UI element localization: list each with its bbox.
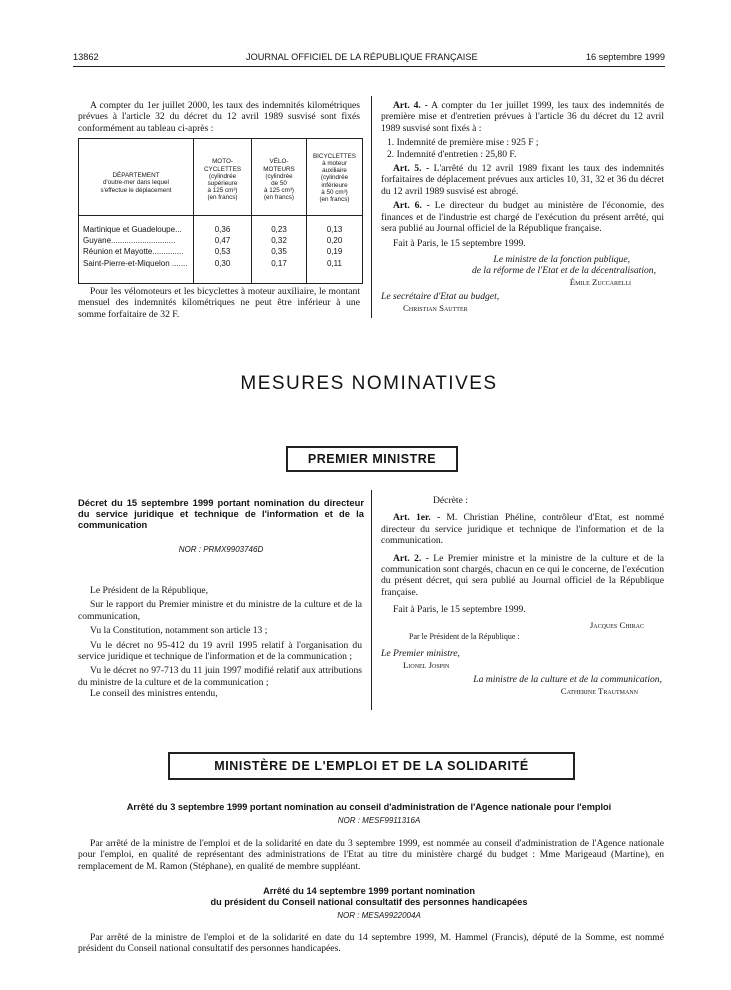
article-2: Art. 2. - Le Premier ministre et la ministre de la culture et de la communication sont chargés, chacun en ce qui le concerne, de l'exécution du présent décret, qui sera publié au Journal officiel de la République française.	[381, 552, 665, 598]
list-item: 1. Indemnité de première mise : 925 F ;	[387, 137, 539, 149]
table-cell: Martinique et Guadeloupe...	[83, 225, 182, 234]
pm-title: Le Premier ministre,	[381, 648, 460, 660]
decree-line: Vu le décret no 97-713 du 11 juin 1997 modifié relatif aux attributions du ministre de la culture et de la communication ;	[78, 665, 362, 688]
article-label: Art. 1er. -	[393, 512, 441, 524]
ministere-emploi-box: MINISTÈRE DE L'EMPLOI ET DE LA SOLIDARITÉ	[168, 752, 575, 780]
article-label: Art. 4. -	[393, 100, 428, 111]
article-5: Art. 5. - L'arrêté du 12 avril 1989 fixant les taux des indemnités forfaitaires de déplacement prévues aux articles 10, 31, 32 et 36 du décret du 12 avril 1989 susvisé est abrogé.	[381, 163, 664, 197]
signature-date: Fait à Paris, le 15 septembre 1999.	[393, 604, 526, 616]
president-name: Jacques Chirac	[589, 619, 644, 630]
decree-nor: NOR : PRMX9903746D	[178, 545, 264, 554]
minister-name: Émile Zuccarelli	[569, 276, 631, 287]
premier-ministre-box: PREMIER MINISTRE	[286, 446, 458, 472]
col-header-mopeds: VÉLO- MOTEURS (cylindrée de 50 à 125 cm³) (en francs)	[263, 158, 295, 202]
article-label: Art. 2. -	[393, 552, 429, 564]
list-item: 2. Indemnité d'entretien : 25,80 F.	[387, 148, 517, 160]
decree-left-column	[78, 585, 362, 700]
table-cell: 0,30	[214, 258, 231, 268]
col-header-motorcycles: MOTO- CYCLETTES (cylindrée supérieure à 125 cm³) (en francs)	[203, 158, 242, 202]
table-cell: 0,11	[327, 258, 342, 268]
table-cell: 0,35	[271, 247, 287, 257]
page-header	[73, 52, 665, 66]
table-cell: 0,53	[214, 247, 231, 257]
arrete-2-title-line2: du président du Conseil national consultatif des personnes handicapées	[210, 897, 528, 907]
journal-title: JOURNAL OFFICIEL DE LA RÉPUBLIQUE FRANÇAISE	[246, 52, 478, 62]
decree-line: Sur le rapport du Premier ministre et du ministre de la culture et de la communication,	[78, 599, 362, 622]
page-number: 13862	[73, 52, 99, 62]
secretary-title: Le secrétaire d'Etat au budget,	[381, 291, 500, 303]
column-divider	[371, 96, 372, 318]
table-cell: 0,36	[214, 225, 231, 234]
article-label: Art. 6. -	[393, 200, 430, 212]
article-4: Art. 4. - A compter du 1er juillet 1999, les taux des indemnités de première mise et d'entretien prévues à l'article 36 du décret du 12 avril 1989 susvisé sont fixés à :	[381, 100, 665, 134]
arrete-2-text: Par arrêté de la ministre de l'emploi et de la solidarité en date du 14 septembre 1999, M. Hammel (Francis), député de la Somme, est nommé président du Conseil national consultatif des personnes handicapées.	[78, 932, 664, 955]
arrete-1-nor: NOR : MESF9911316A	[337, 816, 421, 825]
table-cell: Saint-Pierre-et-Miquelon .......	[83, 258, 188, 268]
decree-title: Décret du 15 septembre 1999 portant nomination du directeur du service juridique et technique de l'information et de la communication	[78, 497, 364, 530]
arrete-1-title: Arrêté du 3 septembre 1999 portant nomination au conseil d'administration de l'Agence nationale pour l'emploi	[126, 802, 612, 812]
indemnity-table	[78, 138, 363, 284]
col-header-bicycles: BICYCLETTES à moteur auxiliaire (cylindrée inférieure à 50 cm³) (en francs)	[312, 152, 357, 203]
article-label: Art. 5. -	[393, 163, 430, 175]
table-cell: 0,47	[214, 236, 231, 246]
culture-minister-name: Catherine Trautmann	[560, 685, 638, 696]
header-rule	[73, 66, 665, 67]
table-cell: Réunion et Mayotte..............	[83, 247, 184, 257]
table-column-bicycles	[307, 224, 362, 269]
table-cell: 0,20	[326, 236, 343, 246]
header-date: 16 septembre 1999	[585, 52, 665, 62]
decree-line: Vu la Constitution, notamment son article 13 ;	[90, 625, 268, 637]
table-column-department	[83, 224, 191, 269]
signature-date: Fait à Paris, le 15 septembre 1999.	[393, 238, 526, 250]
secretary-name: Christian Sautter	[403, 302, 468, 313]
par-le-president: Par le Président de la République :	[409, 632, 520, 642]
table-cell: Guyane.............................	[83, 236, 176, 246]
table-column-motorcycles	[194, 224, 251, 269]
article-1: Art. 1er. - M. Christian Phéline, contrôleur d'Etat, est nommé directeur du service juridique et technique de l'information et de la communication.	[381, 512, 664, 547]
table-cell: 0,17	[271, 258, 287, 268]
pm-name: Lionel Jospin	[403, 659, 450, 670]
arrete-2-nor: NOR : MESA9922004A	[337, 911, 421, 920]
top-right-column	[381, 100, 664, 314]
decrete: Décrète :	[433, 495, 468, 506]
minister-title: Le ministre de la fonction publique,	[493, 253, 630, 265]
minister-title: de la réforme de l'Etat et de la décentralisation,	[471, 265, 656, 277]
table-cell: 0,19	[326, 247, 343, 257]
table-column-mopeds	[252, 224, 306, 269]
decree-line: Le conseil des ministres entendu,	[90, 688, 218, 700]
intro-paragraph: A compter du 1er juillet 2000, les taux des indemnités kilométriques prévues à l'article 32 du décret du 12 avril 1989 susvisé sont fixés conformément au tableau ci-après :	[78, 100, 360, 134]
column-divider	[371, 490, 372, 710]
decree-line: Vu le décret no 95-412 du 19 avril 1995 relatif à l'organisation du service juridique et technique de l'information et de la communication ;	[78, 639, 362, 663]
table-cell: 0,23	[271, 225, 287, 234]
article-6: Art. 6. - Le directeur du budget au ministère de l'économie, des finances et de l'industrie est chargé de l'exécution du présent arrêté, qui sera publié au Journal officiel de la République française.	[381, 200, 664, 235]
decree-right-column	[381, 495, 664, 697]
arrete-1-text: Par arrêté de la ministre de l'emploi et de la solidarité en date du 3 septembre 1999, est nommée au conseil d'administration de l'Agence nationale pour l'emploi, en qualité de représentant des administrations de l'Etat au titre du ministère chargé du budget : Mme Marigeaud (Martine), en remplacement de M. Ramon (Stéphane), en qualité de membre suppléant.	[78, 838, 664, 872]
table-cell: 0,13	[326, 225, 343, 234]
section-title: MESURES NOMINATIVES	[240, 373, 498, 394]
col-header-department: DÉPARTEMENT d'outre-mer dans lequel s'effectue le déplacement	[100, 172, 172, 194]
culture-minister-title: La ministre de la culture et de la communication,	[473, 674, 662, 686]
decree-line: Le Président de la République,	[90, 585, 209, 596]
arrete-2-title-line1: Arrêté du 14 septembre 1999 portant nomination	[263, 886, 475, 896]
table-cell: 0,32	[271, 236, 287, 246]
after-table-paragraph: Pour les vélomoteurs et les bicyclettes à moteur auxiliaire, le montant mensuel des indemnités kilométriques ne peut être inférieur à une somme forfaitaire de 32 F.	[78, 286, 360, 320]
